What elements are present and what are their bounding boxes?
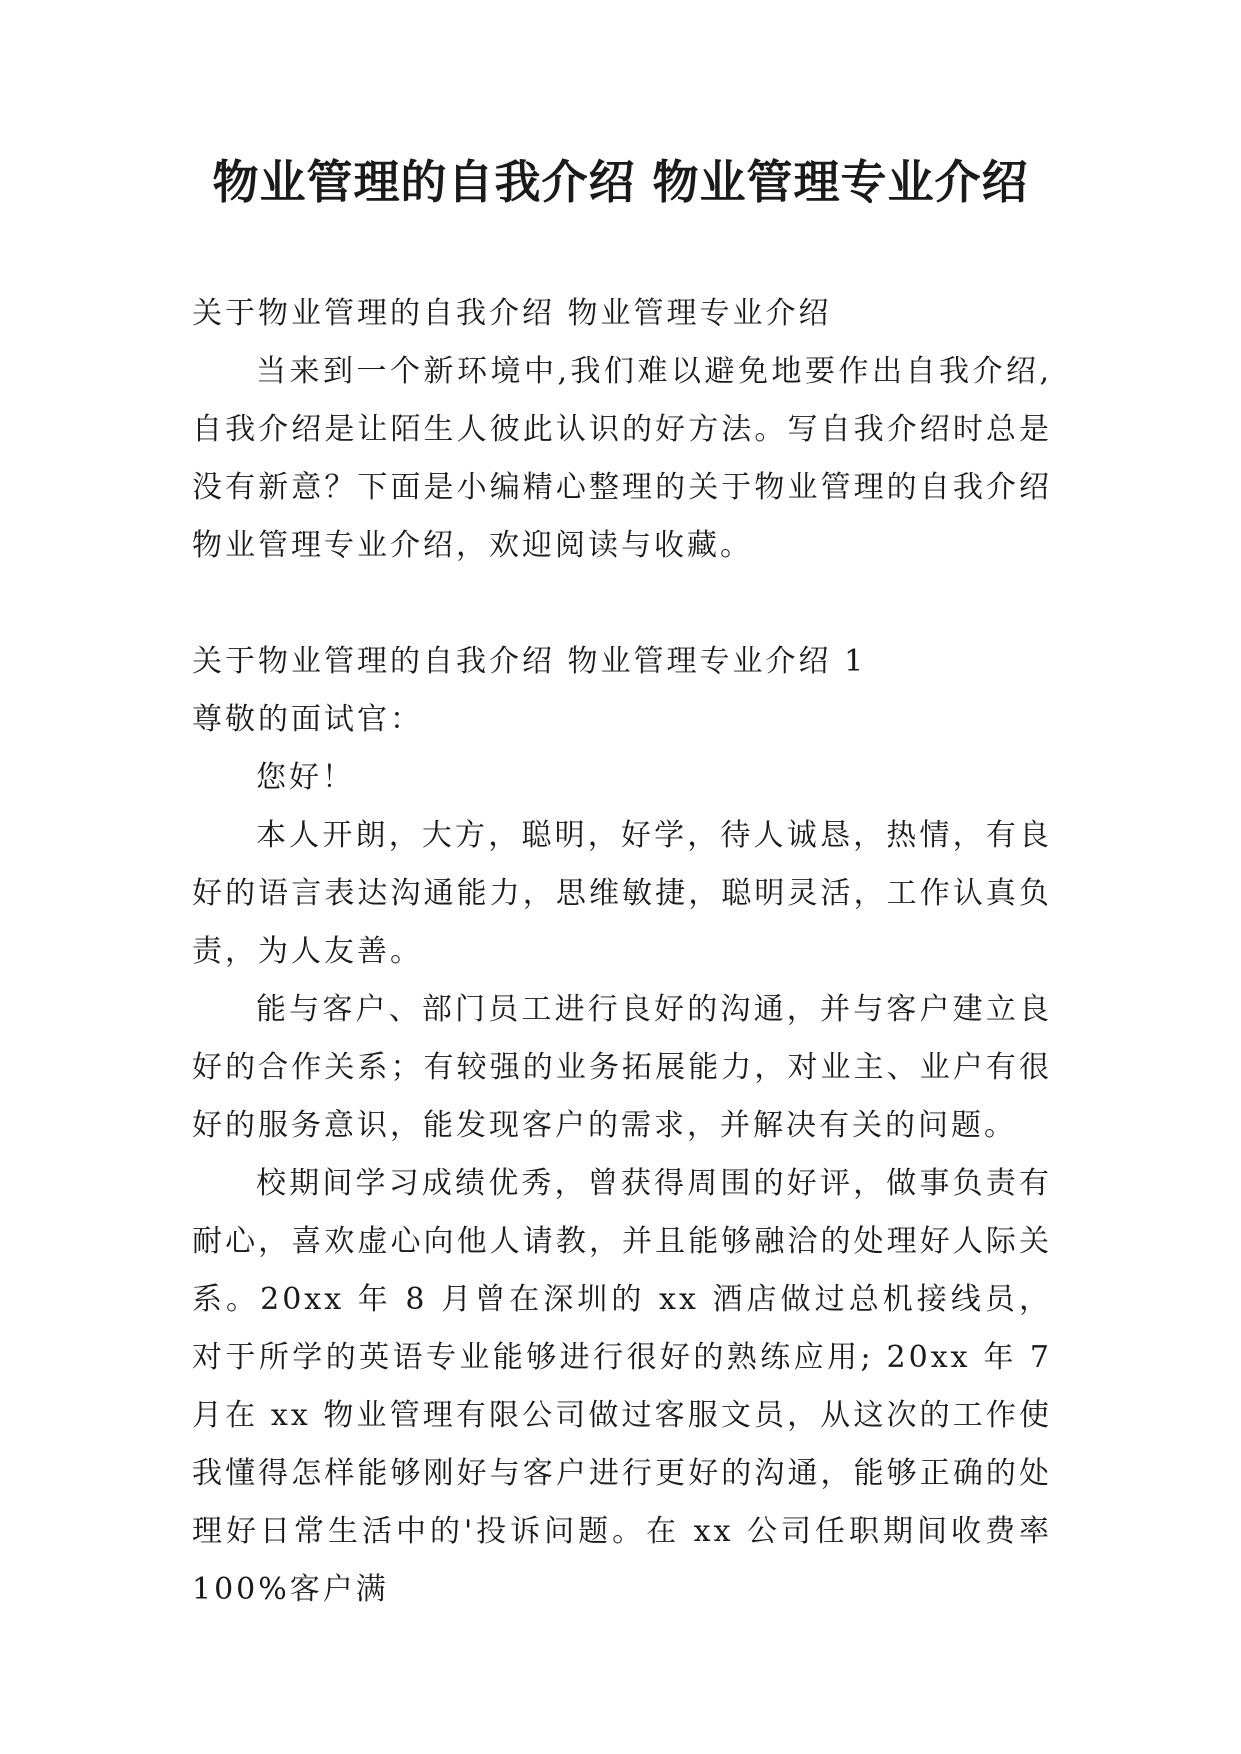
document-body <box>192 285 1052 1619</box>
salutation: 尊敬的面试官： <box>192 702 423 737</box>
section-spacer <box>192 575 1052 633</box>
intro-heading: 关于物业管理的自我介绍 物业管理专业介绍 <box>192 296 832 331</box>
body-paragraph: 能与客户、部门员工进行良好的沟通，并与客户建立良好的合作关系；有较强的业务拓展能力，对业主、业户有很好的服务意识，能发现客户的需求，并解决有关的问题。 <box>192 992 1052 1143</box>
body-paragraph: 本人开朗，大方，聪明，好学，待人诚恳，热情，有良好的语言表达沟通能力，思维敏捷，聪明灵活，工作认真负责，为人友善。 <box>192 818 1052 969</box>
body-paragraph: 校期间学习成绩优秀，曾获得周围的好评，做事负责有耐心，喜欢虚心向他人请教，并且能够融洽的处理好人际关系。20xx 年 8 月曾在深圳的 xx 酒店做过总机接线员，对于所学的英语专业能够进行很好的熟练应用; 20xx 年 7 月在 xx 物业管理有限公司做过客服文员，从这次的工作使我懂得怎样能够刚好与客户进行更好的沟通，能够正确的处理好日常生活中的'投诉问题。在 xx 公司任职期间收费率 100%客户满 <box>192 1166 1052 1607</box>
document-title: 物业管理的自我介绍 物业管理专业介绍 <box>212 155 1029 209</box>
greeting: 您好！ <box>256 760 355 795</box>
intro-paragraph: 当来到一个新环境中,我们难以避免地要作出自我介绍,自我介绍是让陌生人彼此认识的好方法。写自我介绍时总是没有新意？下面是小编精心整理的关于物业管理的自我介绍 物业管理专业介绍，欢迎阅读与收藏。 <box>192 354 1052 563</box>
section-heading: 关于物业管理的自我介绍 物业管理专业介绍 1 <box>192 644 867 679</box>
